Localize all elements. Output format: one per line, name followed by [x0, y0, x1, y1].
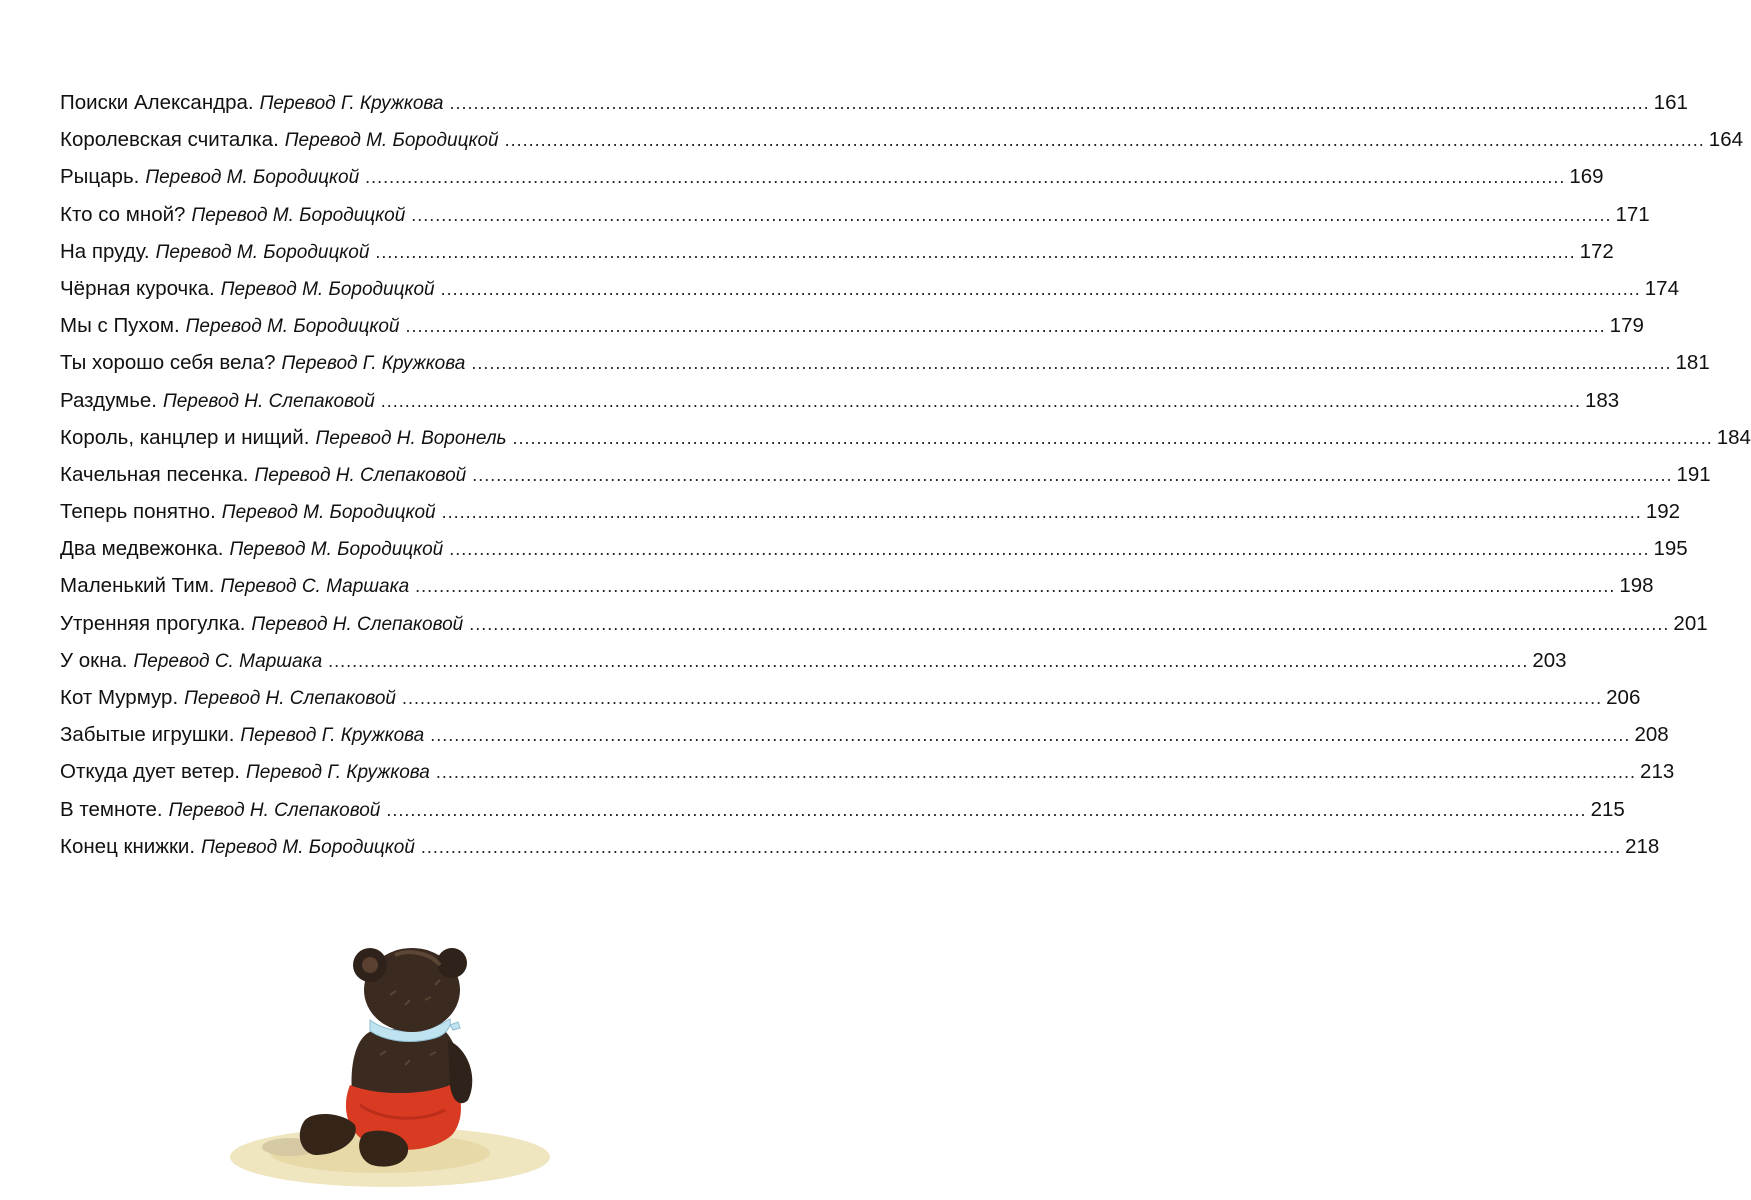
toc-entry-translator: Перевод С. Маршака [220, 576, 410, 598]
toc-entry-translator: Перевод М. Бородицкой [145, 167, 360, 189]
toc-entry-page-number: 183 [1584, 388, 1620, 412]
toc-entry-title: Король, канцлер и нищий. [60, 425, 310, 449]
toc-entry [60, 121, 1744, 158]
toc-entry-page-number: 192 [1645, 500, 1681, 524]
toc-entry-page-number: 184 [1716, 425, 1751, 449]
toc-entry [60, 567, 1654, 604]
toc-entry-page-number: 171 [1615, 202, 1650, 226]
toc-entry-title: Мы с Пухом. [60, 314, 180, 338]
toc-entry-translator: Перевод Н. Слепаковой [254, 464, 467, 486]
toc-entry-page-number: 161 [1653, 91, 1688, 114]
toc-entry [60, 679, 1641, 716]
toc-entry-translator: Перевод М. Бородицкой [191, 204, 406, 226]
toc-entry [60, 791, 1625, 828]
toc-entry-translator: Перевод М. Бородицкой [229, 539, 444, 561]
toc-entry-page-number: 198 [1619, 574, 1654, 598]
toc-entry-translator: Перевод Г. Кружкова [240, 725, 425, 747]
toc-entry-title: Рыцарь. [60, 165, 140, 189]
toc-entry [60, 642, 1567, 679]
toc-entry [60, 530, 1688, 567]
toc-entry-page-number: 208 [1634, 723, 1669, 747]
toc-dot-leader: ........................................................................................................................................................................................................ [401, 688, 1603, 708]
collar-tag [450, 1022, 460, 1030]
teddy-bear-illustration-icon [230, 935, 570, 1190]
toc-entry-title: Кто со мной? [60, 202, 186, 226]
toc-entry [60, 233, 1614, 270]
toc-entry-title: Откуда дует ветер. [60, 760, 240, 784]
toc-entry-title: Маленький Тим. [60, 574, 215, 598]
toc-entry-title: Королевская считалка. [60, 128, 279, 152]
toc-entry-title: Конец книжки. [60, 834, 196, 858]
toc-entry [60, 382, 1620, 419]
toc-entry-page-number: 191 [1676, 462, 1711, 486]
toc-dot-leader: ........................................................................................................................................................................................................ [380, 390, 1581, 411]
toc-dot-leader: ........................................................................................................................................................................................................ [449, 93, 1650, 113]
toc-entry [60, 158, 1604, 195]
toc-entry [60, 493, 1681, 530]
toc-entry-title: Два медвежонка. [60, 537, 224, 561]
toc-dot-leader: ........................................................................................................................................................................................................ [411, 204, 1612, 225]
toc-entry-translator: Перевод Г. Кружкова [246, 762, 430, 784]
toc-entry-translator: Перевод М. Бородицкой [201, 836, 415, 858]
toc-entry-title: Раздумье. [60, 388, 157, 412]
toc-dot-leader: ........................................................................................................................................................................................................ [365, 167, 1566, 188]
toc-entry-page-number: 174 [1644, 276, 1679, 300]
toc-dot-leader: ........................................................................................................................................................................................................ [420, 836, 1622, 857]
toc-entry-translator: Перевод Н. Слепаковой [168, 799, 381, 821]
toc-entry-page-number: 169 [1569, 165, 1604, 189]
toc-entry-title: Теперь понятно. [60, 500, 216, 524]
toc-entry [60, 828, 1660, 865]
right-ear [437, 948, 467, 978]
toc-entry [60, 753, 1675, 790]
toc-entry-page-number: 218 [1625, 834, 1660, 858]
toc-entry-title: В темноте. [60, 797, 163, 821]
toc-dot-leader: ........................................................................................................................................................................................................ [328, 650, 1529, 671]
toc-entry-page-number: 201 [1673, 611, 1708, 635]
toc-entry-page-number: 172 [1579, 239, 1614, 263]
toc-entry [60, 307, 1644, 344]
toc-entry [60, 456, 1711, 493]
toc-dot-leader: ........................................................................................................................................................................................................ [472, 464, 1673, 485]
toc-dot-leader: ........................................................................................................................................................................................................ [504, 130, 1705, 151]
toc-entry-title: Чёрная курочка. [60, 276, 215, 300]
toc-dot-leader: ........................................................................................................................................................................................................ [512, 427, 1713, 448]
left-ear-inner [362, 957, 378, 973]
toc-entry-title: Качельная песенка. [60, 462, 249, 486]
toc-entry-translator: Перевод М. Бородицкой [155, 241, 370, 263]
toc-entry-title: Утренняя прогулка. [60, 611, 246, 635]
toc-entry-page-number: 203 [1532, 648, 1567, 672]
toc-entry-title: Забытые игрушки. [60, 723, 235, 747]
toc-entry-page-number: 195 [1653, 537, 1688, 561]
toc-entry [60, 84, 1688, 121]
toc-entry-page-number: 179 [1609, 314, 1644, 338]
toc-entry [60, 605, 1708, 642]
toc-entry-title: Ты хорошо себя вела? [60, 351, 276, 375]
toc-entry-translator: Перевод М. Бородицкой [284, 130, 499, 152]
toc-entry-translator: Перевод С. Маршака [133, 650, 323, 672]
toc-entry-translator: Перевод Н. Слепаковой [184, 688, 396, 709]
toc-dot-leader: ........................................................................................................................................................................................................ [441, 502, 1642, 523]
toc-entry-title: Кот Мурмур. [60, 686, 179, 709]
toc-entry-page-number: 164 [1708, 128, 1744, 152]
toc-entry-translator: Перевод М. Бородицкой [185, 316, 400, 338]
toc-entry-title: У окна. [60, 648, 128, 672]
toc-entry [60, 270, 1679, 307]
toc-entry-page-number: 206 [1606, 686, 1641, 709]
toc-dot-leader: ........................................................................................................................................................................................................ [471, 353, 1672, 374]
toc-dot-leader: ........................................................................................................................................................................................................ [375, 241, 1576, 262]
toc-entry [60, 419, 1751, 456]
toc-entry-title: Поиски Александра. [60, 91, 254, 114]
toc-dot-leader: ........................................................................................................................................................................................................ [469, 613, 1670, 634]
toc-dot-leader: ........................................................................................................................................................................................................ [430, 725, 1631, 746]
toc-entry-title: На пруду. [60, 239, 150, 263]
toc-dot-leader: ........................................................................................................................................................................................................ [415, 576, 1616, 597]
toc-dot-leader: ........................................................................................................................................................................................................ [386, 799, 1587, 820]
toc-entry-page-number: 215 [1590, 797, 1625, 821]
toc-entry [60, 344, 1710, 381]
toc-entry-translator: Перевод Г. Кружкова [259, 93, 444, 114]
table-of-contents [60, 84, 1751, 865]
toc-dot-leader: ........................................................................................................................................................................................................ [440, 278, 1641, 299]
toc-dot-leader: ........................................................................................................................................................................................................ [435, 762, 1637, 783]
toc-entry [60, 716, 1669, 753]
toc-entry-translator: Перевод М. Бородицкой [220, 278, 435, 300]
toc-entry-translator: Перевод М. Бородицкой [221, 502, 436, 524]
toc-entry-translator: Перевод Г. Кружкова [281, 353, 466, 375]
toc-dot-leader: ........................................................................................................................................................................................................ [449, 539, 1650, 560]
toc-entry [60, 196, 1650, 233]
toc-entry-translator: Перевод Н. Слепаковой [251, 613, 464, 635]
toc-entry-translator: Перевод Н. Слепаковой [162, 390, 375, 412]
toc-entry-page-number: 213 [1640, 760, 1675, 784]
toc-entry-page-number: 181 [1675, 351, 1710, 375]
toc-entry-translator: Перевод Н. Воронель [315, 427, 507, 449]
toc-dot-leader: ........................................................................................................................................................................................................ [405, 316, 1606, 337]
